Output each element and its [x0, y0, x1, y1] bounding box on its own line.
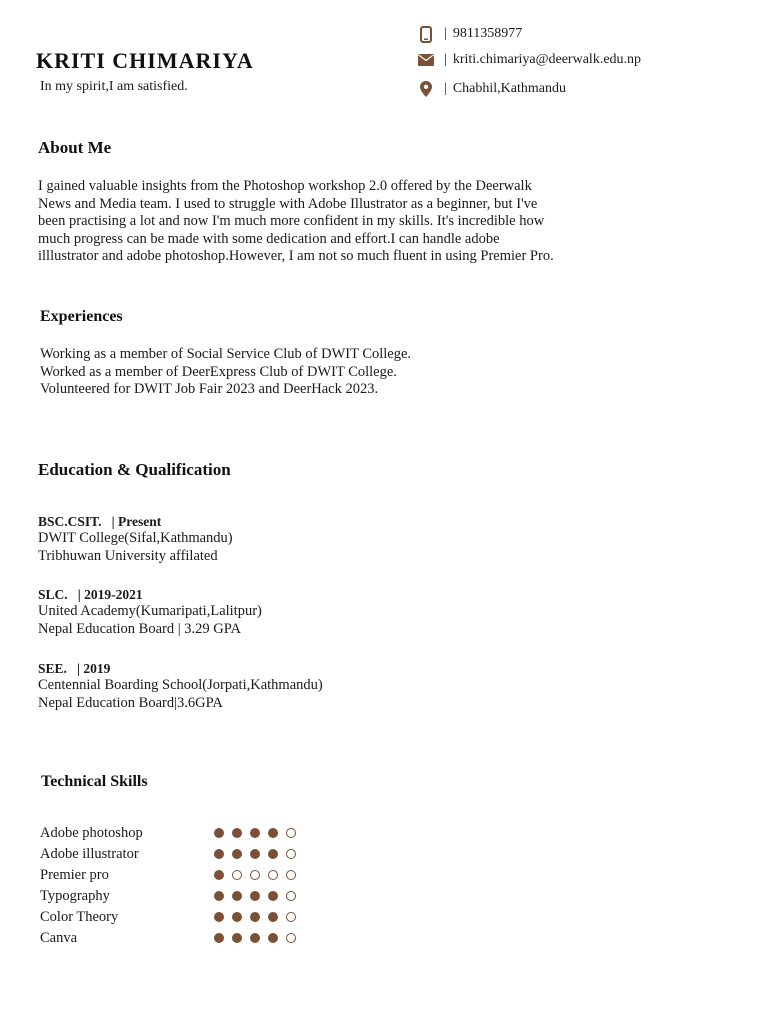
about-line: I gained valuable insights from the Photoshop workshop 2.0 offered by the Deerwalk: [38, 178, 532, 194]
rating-dot-empty: [286, 912, 296, 922]
education-board: Tribhuwan University affilated: [38, 547, 218, 564]
experiences-heading: Experiences: [40, 308, 123, 325]
rating-dot-filled: [214, 849, 224, 859]
rating-dot-filled: [268, 933, 278, 943]
education-title: SEE. | 2019: [38, 661, 111, 676]
skill-row: [40, 823, 310, 843]
rating-dot-empty: [250, 870, 260, 880]
skill-rating: [214, 870, 304, 880]
education-institution: United Academy(Kumaripati,Lalitpur): [38, 603, 262, 619]
rating-dot-filled: [214, 891, 224, 901]
rating-dot-filled: [232, 828, 242, 838]
skill-row: [40, 844, 310, 864]
skill-rating: [214, 912, 304, 922]
skill-row: [40, 907, 310, 927]
rating-dot-filled: [268, 891, 278, 901]
rating-dot-filled: [268, 912, 278, 922]
contact-phone: [418, 24, 522, 44]
skill-name: Premier pro: [40, 866, 109, 883]
phone-icon: [418, 25, 434, 43]
skill-rating: [214, 933, 304, 943]
rating-dot-filled: [214, 828, 224, 838]
location-text: Chabhil,Kathmandu: [452, 81, 566, 96]
resume-name: KRITI CHIMARIYA: [36, 48, 254, 73]
about-line: News and Media team. I used to struggle with Adobe Illustrator as a beginner, but I've: [38, 195, 538, 212]
contact-separator: |: [444, 52, 447, 67]
education-institution: Centennial Boarding School(Jorpati,Kathmandu): [38, 677, 323, 693]
education-heading: Education & Qualification: [38, 460, 231, 479]
about-heading: About Me: [38, 138, 112, 157]
skill-rating: [214, 891, 304, 901]
about-line: illlustrator and adobe photoshop.However, I am not so much fluent in using Premier Pro.: [38, 248, 554, 264]
skill-name: Typography: [40, 887, 110, 904]
skill-row: [40, 865, 310, 885]
education-entry: [38, 661, 323, 712]
skill-rating: [214, 828, 304, 838]
education-title: SLC. | 2019-2021: [38, 587, 143, 602]
skill-rating: [214, 849, 304, 859]
phone-number: 9811358977: [452, 26, 523, 41]
rating-dot-filled: [250, 891, 260, 901]
experience-item: Working as a member of Social Service Club of DWIT College.: [40, 346, 412, 362]
contact-email: [418, 50, 641, 70]
education-entry: [38, 514, 233, 565]
rating-dot-filled: [214, 912, 224, 922]
rating-dot-filled: [268, 828, 278, 838]
education-board: Nepal Education Board | 3.29 GPA: [38, 620, 241, 637]
skills-heading: Technical Skills: [41, 773, 148, 790]
skill-name: Canva: [40, 929, 78, 946]
education-entry: [38, 587, 262, 638]
contact-location: [418, 79, 566, 99]
tagline: In my spirit,I am satisfied.: [40, 79, 188, 94]
contact-separator: |: [444, 81, 447, 96]
rating-dot-filled: [232, 933, 242, 943]
rating-dot-empty: [286, 849, 296, 859]
rating-dot-empty: [286, 828, 296, 838]
rating-dot-filled: [250, 849, 260, 859]
education-institution: DWIT College(Sifal,Kathmandu): [38, 530, 233, 546]
skill-row: [40, 886, 310, 906]
skill-name: Adobe illustrator: [40, 845, 139, 862]
rating-dot-empty: [232, 870, 242, 880]
rating-dot-filled: [250, 933, 260, 943]
rating-dot-filled: [214, 933, 224, 943]
location-pin-icon: [418, 80, 434, 98]
rating-dot-empty: [268, 870, 278, 880]
contact-separator: |: [444, 26, 447, 41]
email-address[interactable]: kriti.chimariya@deerwalk.edu.np: [452, 52, 642, 67]
rating-dot-filled: [232, 912, 242, 922]
skill-name: Adobe photoshop: [40, 824, 143, 841]
skill-row: [40, 928, 310, 948]
about-line: been practising a lot and now I'm much more confident in my skills. It's incredible how: [38, 213, 545, 229]
experience-item: Volunteered for DWIT Job Fair 2023 and DeerHack 2023.: [40, 381, 379, 397]
about-line: much progress can be made with some dedication and effort.I can handle adobe: [38, 230, 500, 247]
about-paragraph: [38, 178, 554, 266]
experiences-list: [40, 346, 411, 399]
education-board: Nepal Education Board|3.6GPA: [38, 694, 223, 711]
skill-name: Color Theory: [40, 908, 119, 925]
rating-dot-filled: [214, 870, 224, 880]
rating-dot-filled: [268, 849, 278, 859]
experience-item: Worked as a member of DeerExpress Club of DWIT College.: [40, 363, 397, 380]
envelope-icon: [418, 51, 434, 69]
rating-dot-empty: [286, 870, 296, 880]
rating-dot-filled: [232, 849, 242, 859]
education-title: BSC.CSIT. | Present: [38, 514, 162, 529]
rating-dot-empty: [286, 933, 296, 943]
rating-dot-filled: [250, 828, 260, 838]
rating-dot-filled: [232, 891, 242, 901]
rating-dot-empty: [286, 891, 296, 901]
rating-dot-filled: [250, 912, 260, 922]
